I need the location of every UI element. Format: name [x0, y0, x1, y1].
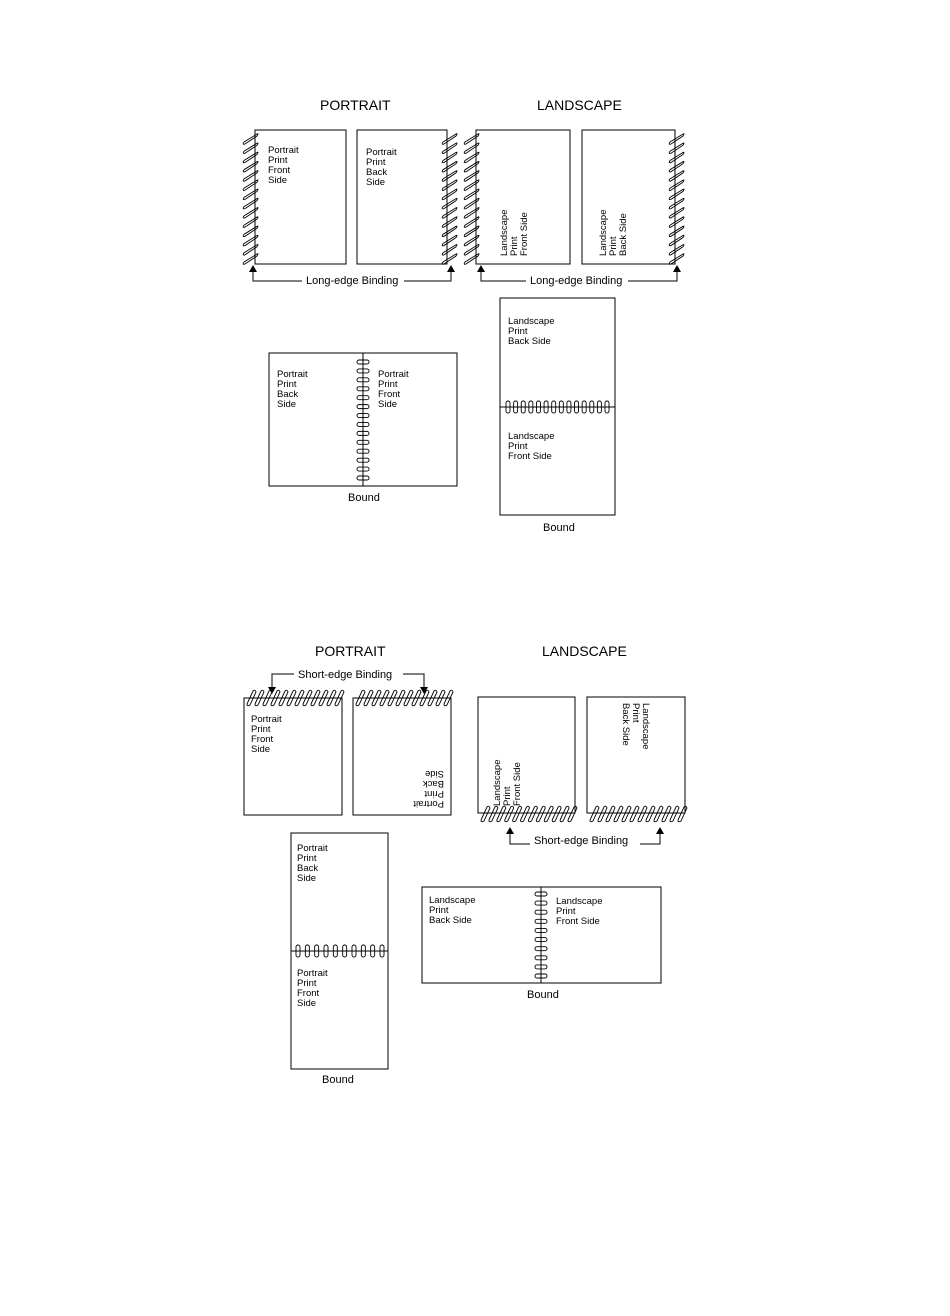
text-line: Print: [630, 703, 641, 723]
long-landscape-binding-arrow: [477, 265, 681, 287]
text-line: Back: [422, 778, 444, 789]
text-line: Landscape: [508, 431, 555, 442]
text-line: Portrait: [413, 798, 444, 809]
text-line: Landscape: [429, 895, 476, 906]
short-portrait-bound-book: [291, 833, 388, 1086]
text-line: Print: [429, 905, 449, 916]
bound-label: Bound: [322, 1074, 354, 1086]
bound-label: Bound: [527, 989, 559, 1001]
text-line: Landscape: [598, 209, 609, 256]
bound-label: Bound: [543, 522, 575, 534]
text-line: Landscape: [640, 703, 651, 750]
text-line: Print: [277, 379, 297, 390]
short-portrait-back-page: [353, 690, 453, 815]
text-line: Front Side: [519, 212, 530, 256]
long-portrait-front-page: [243, 130, 346, 264]
text-line: Portrait: [297, 843, 328, 854]
text-line: Front Side: [512, 762, 523, 806]
text-line: Back Side: [620, 703, 631, 746]
text-line: Front: [251, 734, 274, 745]
short-landscape-heading: LANDSCAPE: [542, 643, 627, 659]
text-line: Print: [508, 441, 528, 452]
text-line: Back: [366, 167, 388, 178]
text-line: Side: [297, 998, 317, 1009]
text-line: Portrait: [366, 147, 397, 158]
text-line: Portrait: [297, 968, 328, 979]
short-edge-binding-label: Short-edge Binding: [534, 835, 629, 847]
text-line: Side: [251, 744, 271, 755]
short-landscape-bound-book: [422, 887, 661, 1001]
long-portrait-binding-arrow: [249, 265, 455, 287]
text-line: Side: [424, 768, 444, 779]
text-line: Back Side: [618, 213, 629, 256]
text-line: Print: [509, 236, 520, 256]
text-line: Print: [366, 157, 386, 168]
text-line: Side: [297, 873, 317, 884]
text-line: Print: [251, 724, 271, 735]
text-line: Landscape: [499, 209, 510, 256]
text-line: Print: [424, 788, 444, 799]
text-line: Side: [277, 399, 297, 410]
text-line: Back Side: [508, 336, 551, 347]
long-edge-binding-label: Long-edge Binding: [530, 275, 623, 287]
text-line: Print: [268, 155, 288, 166]
text-line: Print: [297, 853, 317, 864]
text-line: Print: [378, 379, 398, 390]
text-line: Landscape: [492, 759, 503, 806]
short-portrait-heading: PORTRAIT: [315, 643, 386, 659]
text-line: Landscape: [556, 896, 603, 907]
text-line: Front: [297, 988, 320, 999]
short-landscape-front-page: [478, 697, 577, 822]
text-line: Side: [378, 399, 398, 410]
text-line: Print: [608, 236, 619, 256]
text-line: Front: [268, 165, 291, 176]
text-line: Front: [378, 389, 401, 400]
long-landscape-back-page: [582, 130, 684, 264]
long-landscape-bound-book: [500, 298, 615, 534]
text-line: Side: [366, 177, 386, 188]
text-line: Back: [297, 863, 319, 874]
short-portrait-front-page: [244, 690, 344, 815]
long-landscape-heading: LANDSCAPE: [537, 97, 622, 113]
long-portrait-back-page: [357, 130, 457, 264]
long-landscape-front-page: [464, 130, 570, 264]
text-line: Landscape: [508, 316, 555, 327]
text-line: Portrait: [277, 369, 308, 380]
text-line: Front Side: [556, 916, 600, 927]
text-line: Print: [297, 978, 317, 989]
text-line: Side: [268, 175, 288, 186]
text-line: Print: [502, 786, 513, 806]
short-landscape-back-page: [587, 697, 687, 822]
text-line: Portrait: [378, 369, 409, 380]
long-edge-binding-label: Long-edge Binding: [306, 275, 399, 287]
text-line: Portrait: [268, 145, 299, 156]
text-line: Back Side: [429, 915, 472, 926]
text-line: Front Side: [508, 451, 552, 462]
short-landscape-binding-arrow: [506, 827, 664, 847]
text-line: Print: [556, 906, 576, 917]
long-portrait-bound-book: [269, 353, 457, 504]
long-portrait-heading: PORTRAIT: [320, 97, 391, 113]
short-edge-binding-label: Short-edge Binding: [298, 669, 393, 681]
bound-label: Bound: [348, 492, 380, 504]
text-line: Portrait: [251, 714, 282, 725]
text-line: Back: [277, 389, 299, 400]
text-line: Print: [508, 326, 528, 337]
